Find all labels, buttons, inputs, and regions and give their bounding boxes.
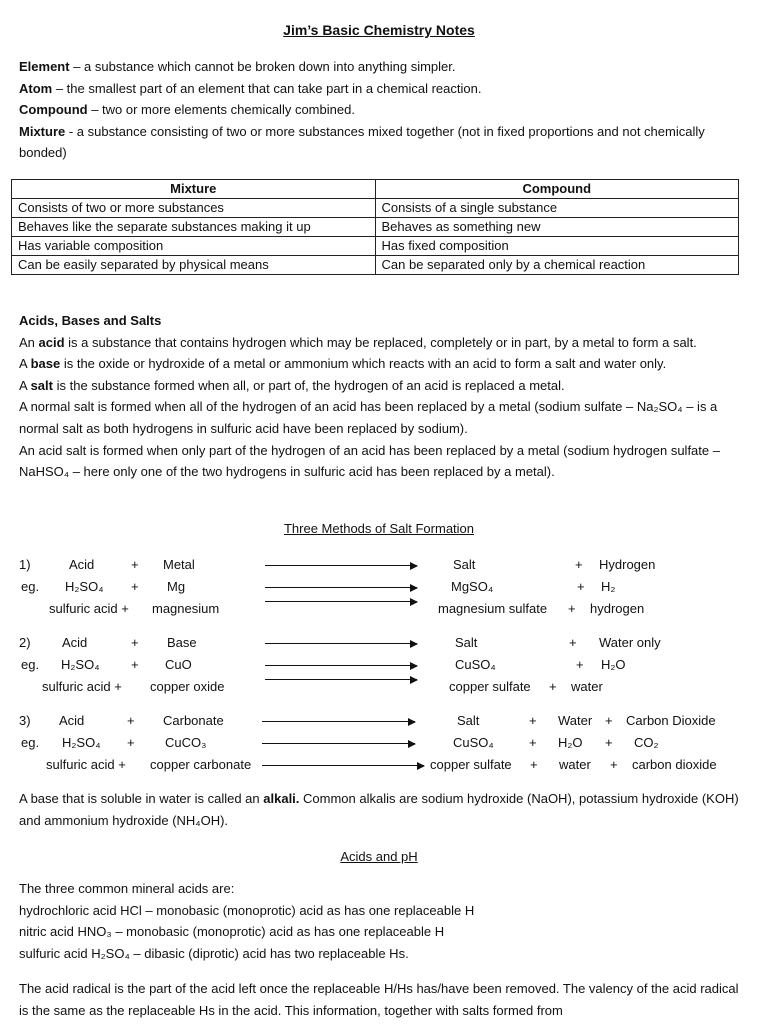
definition-element: Element – a substance which cannot be broken down into anything simpler. bbox=[19, 59, 456, 74]
alkali-paragraph: A base that is soluble in water is called an alkali. Common alkalis are sodium hydroxide (NaOH), potassium hydroxide (KOH) and ammonium hydroxide (NH₄OH). bbox=[19, 791, 739, 828]
reaction-3-line: 3) Acid + Carbonate Salt + Water + Carbon Dioxide bbox=[19, 713, 716, 728]
table-row bbox=[12, 237, 739, 256]
arrow-icon bbox=[265, 587, 417, 588]
arrow-icon bbox=[265, 665, 417, 666]
table-cell: Consists of a single substance bbox=[375, 199, 739, 218]
list-item: sulfuric acid H₂SO₄ – dibasic (diprotic) acid has two replaceable Hs. bbox=[19, 945, 409, 961]
acids-bases-salts-section bbox=[19, 310, 739, 483]
table-cell: Can be separated only by a chemical reaction bbox=[375, 256, 739, 275]
reaction-1-line: 1) Acid + Metal Salt + Hydrogen bbox=[19, 557, 656, 572]
table-header-row bbox=[12, 180, 739, 199]
acids-ph-heading: Acids and pH bbox=[340, 849, 418, 864]
definitions-list bbox=[19, 56, 739, 164]
arrow-icon bbox=[262, 743, 415, 744]
table-header: Mixture bbox=[12, 180, 376, 199]
table-cell: Has fixed composition bbox=[375, 237, 739, 256]
table-cell: Can be easily separated by physical means bbox=[12, 256, 376, 275]
table-cell: Has variable composition bbox=[12, 237, 376, 256]
acid-definition: An acid is a substance that contains hydrogen which may be replaced, completely or in part, by a metal to form a salt. bbox=[19, 334, 697, 350]
table-cell: Consists of two or more substances bbox=[12, 199, 376, 218]
table-row bbox=[12, 218, 739, 237]
normal-salt-paragraph: A normal salt is formed when all of the hydrogen of an acid has been replaced by a metal (sodium sulfate – Na₂SO₄ – is a normal salt as both hydrogens in sulfuric acid have been replaced by sodium). bbox=[19, 399, 718, 436]
table-cell: Behaves like the separate substances making it up bbox=[12, 218, 376, 237]
reaction-2-formula: eg. H₂SO₄ + CuO CuSO₄ + H₂O bbox=[21, 657, 626, 672]
arrow-icon bbox=[262, 721, 415, 722]
definition-mixture: Mixture - a substance consisting of two or more substances mixed together (not in fixed proportions and not chemically bonded) bbox=[19, 123, 705, 161]
salt-definition: A salt is the substance formed when all, or part of, the hydrogen of an acid is replaced a metal. bbox=[19, 377, 565, 393]
table-header: Compound bbox=[375, 180, 739, 199]
arrow-icon bbox=[265, 565, 417, 566]
mixture-compound-table bbox=[11, 179, 739, 275]
table-row bbox=[12, 199, 739, 218]
list-item: hydrochloric acid HCl – monobasic (monoprotic) acid as has one replaceable H bbox=[19, 902, 475, 918]
acid-salt-paragraph: An acid salt is formed when only part of the hydrogen of an acid has been replaced by a metal (sodium hydrogen sulfate – NaHSO₄ – here only one of the two hydrogens in sulfuric acid has been replaced by a metal). bbox=[19, 442, 720, 480]
arrow-icon bbox=[265, 643, 417, 644]
arrow-icon bbox=[265, 601, 417, 602]
reaction-3-formula: eg. H₂SO₄ + CuCO₃ CuSO₄ + H₂O + CO₂ bbox=[21, 735, 659, 750]
mineral-acids-list bbox=[19, 878, 739, 964]
section-heading: Acids, Bases and Salts bbox=[19, 313, 162, 328]
arrow-icon bbox=[262, 765, 424, 766]
reaction-1-formula: eg. H₂SO₄ + Mg MgSO₄ + H₂ bbox=[21, 579, 616, 594]
reaction-2-names: sulfuric acid + copper oxide copper sulfate + water bbox=[42, 679, 603, 694]
mineral-acids-intro: The three common mineral acids are: bbox=[19, 881, 235, 896]
table-cell: Behaves as something new bbox=[375, 218, 739, 237]
definition-atom: Atom – the smallest part of an element that can take part in a chemical reaction. bbox=[19, 80, 482, 96]
list-item: nitric acid HNO₃ – monobasic (monoprotic) acid as has one replaceable H bbox=[19, 924, 445, 940]
page-title: Jim’s Basic Chemistry Notes bbox=[283, 22, 475, 38]
table-row bbox=[12, 256, 739, 275]
arrow-icon bbox=[265, 679, 417, 680]
reaction-1-names: sulfuric acid + magnesium magnesium sulfate + hydrogen bbox=[49, 601, 645, 616]
salt-formation-heading: Three Methods of Salt Formation bbox=[283, 521, 475, 536]
definition-compound: Compound – two or more elements chemically combined. bbox=[19, 102, 355, 118]
acid-radical-paragraph: The acid radical is the part of the acid left once the replaceable H/Hs has/have been removed. The valency of the acid radical is the same as the replaceable Hs in the acid. This information, together with salts formed from bbox=[19, 981, 739, 1018]
reaction-2-line: 2) Acid + Base Salt + Water only bbox=[19, 635, 661, 650]
reaction-3-names: sulfuric acid + copper carbonate copper sulfate + water + carbon dioxide bbox=[46, 757, 717, 772]
base-definition: A base is the oxide or hydroxide of a metal or ammonium which reacts with an acid to form a salt and water only. bbox=[19, 356, 667, 372]
